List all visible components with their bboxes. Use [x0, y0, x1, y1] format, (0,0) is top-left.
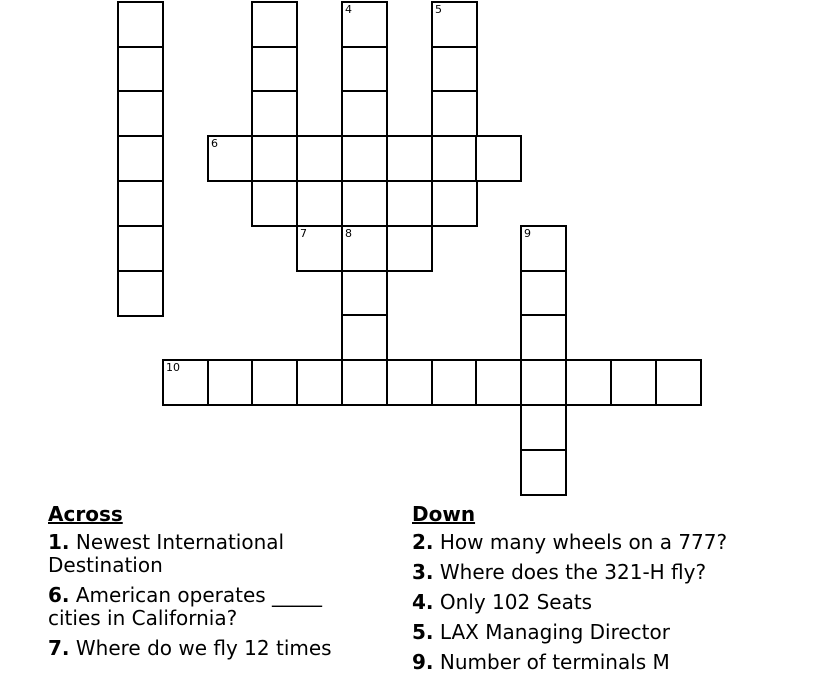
grid-cell[interactable]: [251, 46, 298, 93]
grid-cell[interactable]: [431, 1, 478, 48]
grid-cell[interactable]: [475, 135, 522, 182]
grid-cell[interactable]: [520, 314, 567, 361]
grid-cell[interactable]: [296, 180, 343, 227]
grid-cell[interactable]: [386, 180, 433, 227]
grid-cell[interactable]: [251, 135, 298, 182]
clue-text: Newest International Destination: [48, 530, 285, 577]
cell-number: 6: [211, 137, 218, 150]
clue-text: Where do we fly 12 times: [75, 636, 332, 660]
grid-cell[interactable]: [251, 90, 298, 137]
clue-number: 6.: [48, 583, 70, 607]
down-heading: Down: [412, 502, 476, 526]
clue-text: LAX Managing Director: [439, 620, 670, 644]
down-clue-3: [412, 561, 812, 584]
grid-cell[interactable]: [341, 46, 388, 93]
grid-cell[interactable]: [520, 225, 567, 272]
grid-cell[interactable]: [386, 135, 433, 182]
clue-number: 4.: [412, 590, 434, 614]
clue-text: American operates _____ cities in California?: [48, 583, 323, 630]
grid-cell[interactable]: [117, 270, 164, 317]
down-clue-2: [412, 531, 812, 554]
grid-cell[interactable]: [117, 90, 164, 137]
grid-cell[interactable]: [341, 359, 388, 406]
grid-cell[interactable]: [296, 359, 343, 406]
grid-cell[interactable]: [207, 135, 254, 182]
grid-cell[interactable]: [520, 270, 567, 317]
clue-text: Only 102 Seats: [439, 590, 593, 614]
grid-cell[interactable]: [520, 404, 567, 451]
cell-number: 8: [345, 227, 352, 240]
grid-cell[interactable]: [520, 359, 567, 406]
clue-text: Number of terminals M: [439, 650, 670, 674]
grid-cell[interactable]: [341, 180, 388, 227]
cell-number: 7: [300, 227, 307, 240]
down-clues: [412, 503, 812, 681]
grid-cell[interactable]: [341, 135, 388, 182]
across-clue-6: [48, 584, 378, 630]
clue-number: 5.: [412, 620, 434, 644]
grid-cell[interactable]: [431, 46, 478, 93]
grid-cell[interactable]: [117, 1, 164, 48]
cell-number: 9: [524, 227, 531, 240]
grid-cell[interactable]: [341, 1, 388, 48]
clue-text: How many wheels on a 777?: [439, 530, 728, 554]
cell-number: 10: [166, 361, 180, 374]
grid-cell[interactable]: [341, 270, 388, 317]
clue-number: 2.: [412, 530, 434, 554]
clue-number: 9.: [412, 650, 434, 674]
grid-cell[interactable]: [117, 135, 164, 182]
clue-number: 7.: [48, 636, 70, 660]
clue-number: 1.: [48, 530, 70, 554]
grid-cell[interactable]: [431, 135, 478, 182]
grid-cell[interactable]: [341, 314, 388, 361]
down-clue-5: [412, 621, 812, 644]
across-heading: Across: [48, 502, 123, 526]
grid-cell[interactable]: [162, 359, 209, 406]
grid-cell[interactable]: [610, 359, 657, 406]
down-clue-4: [412, 591, 812, 614]
grid-cell[interactable]: [475, 359, 522, 406]
grid-cell[interactable]: [431, 359, 478, 406]
grid-cell[interactable]: [117, 180, 164, 227]
grid-cell[interactable]: [117, 46, 164, 93]
down-clue-9: [412, 651, 812, 674]
grid-cell[interactable]: [296, 225, 343, 272]
across-clues: [48, 503, 378, 667]
clue-text: Where does the 321-H fly?: [439, 560, 707, 584]
grid-cell[interactable]: [251, 180, 298, 227]
grid-cell[interactable]: [520, 449, 567, 496]
grid-cell[interactable]: [251, 1, 298, 48]
grid-cell[interactable]: [386, 359, 433, 406]
across-clue-1: [48, 531, 378, 577]
grid-cell[interactable]: [296, 135, 343, 182]
grid-cell[interactable]: [207, 359, 254, 406]
grid-cell[interactable]: [431, 90, 478, 137]
clue-number: 3.: [412, 560, 434, 584]
grid-cell[interactable]: [386, 225, 433, 272]
cell-number: 5: [435, 3, 442, 16]
cell-number: 4: [345, 3, 352, 16]
grid-cell[interactable]: [341, 90, 388, 137]
grid-cell[interactable]: [565, 359, 612, 406]
grid-cell[interactable]: [655, 359, 702, 406]
grid-cell[interactable]: [341, 225, 388, 272]
across-clue-7: [48, 637, 378, 660]
grid-cell[interactable]: [117, 225, 164, 272]
grid-cell[interactable]: [251, 359, 298, 406]
grid-cell[interactable]: [431, 180, 478, 227]
